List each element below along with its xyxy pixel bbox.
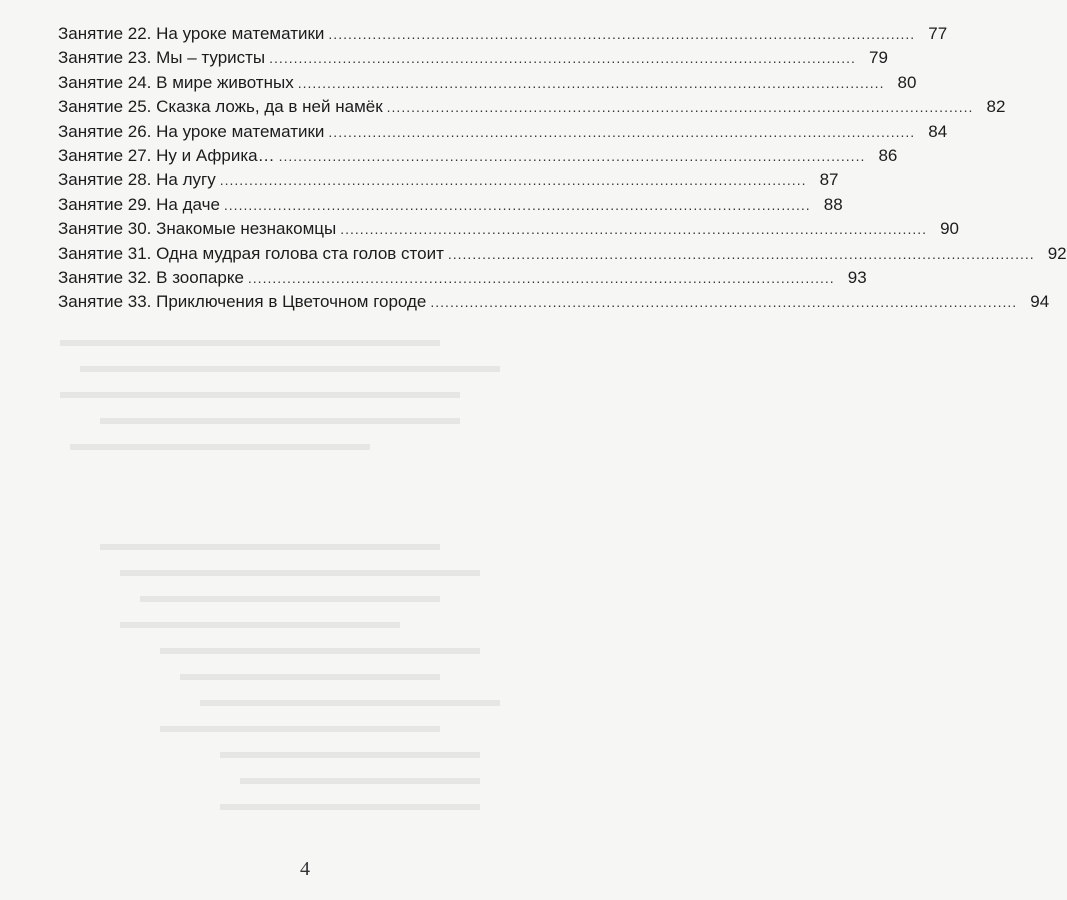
table-of-contents [58, 22, 1067, 315]
toc-entry [58, 168, 839, 192]
toc-entry [58, 266, 867, 290]
dot-leader: ........................................................................................................................ [269, 50, 856, 67]
toc-entry [58, 290, 1050, 314]
toc-entry [58, 46, 888, 70]
toc-entry [58, 71, 917, 95]
toc-entry-title: Занятие 23. Мы – туристы [58, 48, 266, 68]
dot-leader: ........................................................................................................................ [447, 245, 1035, 262]
toc-entry-title: Занятие 27. Ну и Африка… [58, 145, 275, 165]
toc-entry [58, 144, 898, 168]
toc-entry [58, 95, 1006, 119]
dot-leader: ........................................................................................................................ [247, 269, 835, 286]
toc-entry-page: 82 [986, 97, 1006, 117]
toc-entry-page: 88 [823, 194, 843, 214]
toc-entry-title: Занятие 26. На уроке математики [58, 121, 325, 141]
toc-entry-title: Занятие 32. В зоопарке [58, 267, 244, 287]
bleed-through-text [40, 330, 580, 830]
toc-entry-title: Занятие 33. Приключения в Цветочном городе [58, 292, 427, 312]
toc-entry-title: Занятие 25. Сказка ложь, да в ней намёк [58, 97, 383, 117]
toc-entry-page: 93 [847, 267, 867, 287]
dot-leader: ........................................................................................................................ [328, 26, 916, 42]
toc-entry-page: 90 [940, 219, 960, 239]
toc-entry [58, 193, 843, 217]
dot-leader: ........................................................................................................................ [297, 74, 885, 91]
toc-entry-page: 79 [869, 48, 888, 68]
dot-leader: ........................................................................................................................ [223, 196, 811, 213]
dot-leader: ........................................................................................................................ [278, 147, 866, 164]
toc-entry [58, 22, 948, 46]
toc-entry-page: 87 [819, 170, 839, 190]
toc-entry [58, 242, 1067, 266]
toc-entry-title: Занятие 31. Одна мудрая голова ста голов стоит [58, 243, 444, 263]
dot-leader: ........................................................................................................................ [340, 221, 928, 238]
dot-leader: ........................................................................................................................ [386, 99, 974, 116]
toc-entry [58, 120, 948, 144]
toc-entry-title: Занятие 29. На даче [58, 194, 220, 214]
toc-entry-page: 92 [1047, 243, 1067, 263]
toc-entry-page: 94 [1030, 292, 1050, 312]
dot-leader: ........................................................................................................................ [219, 172, 807, 189]
dot-leader: ........................................................................................................................ [430, 294, 1018, 311]
toc-entry-title: Занятие 22. На уроке математики [58, 24, 325, 43]
toc-entry-page: 80 [897, 72, 917, 92]
toc-entry-page: 77 [928, 24, 948, 43]
dot-leader: ........................................................................................................................ [328, 123, 916, 140]
page-number: 4 [300, 858, 310, 880]
toc-entry-page: 86 [878, 145, 898, 165]
toc-entry-title: Занятие 28. На лугу [58, 170, 216, 190]
toc-entry-page: 84 [928, 121, 948, 141]
toc-entry-title: Занятие 30. Знакомые незнакомцы [58, 219, 337, 239]
toc-entry [58, 217, 960, 241]
toc-entry-title: Занятие 24. В мире животных [58, 72, 294, 92]
